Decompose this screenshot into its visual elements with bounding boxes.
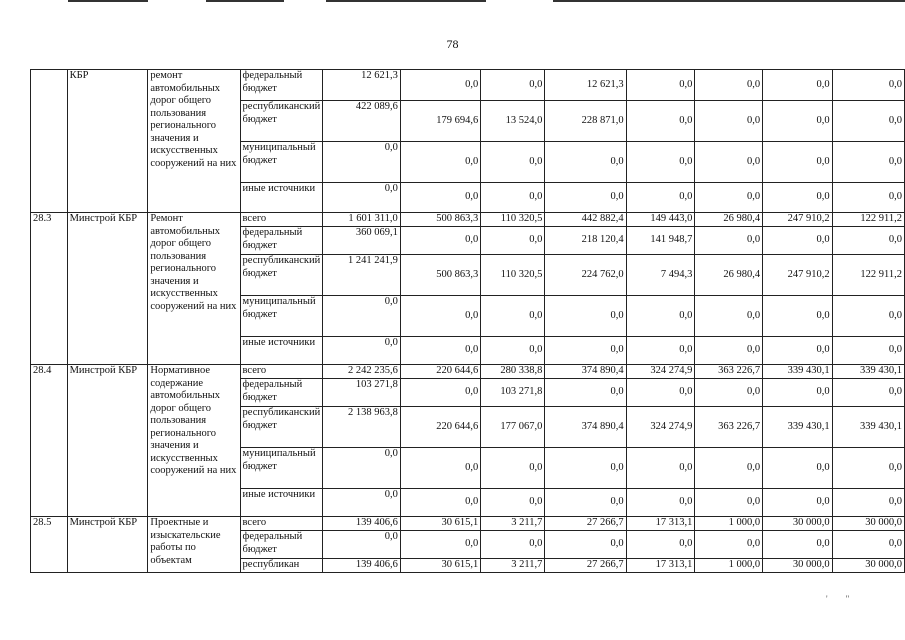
year-amount-cell: 228 871,0 <box>545 101 626 142</box>
year-amount-cell: 0,0 <box>545 296 626 337</box>
item-number-cell: 28.3 <box>31 213 68 365</box>
organization-cell: КБР <box>67 70 148 213</box>
year-amount-cell: 0,0 <box>763 379 833 407</box>
year-amount-cell: 0,0 <box>481 142 545 183</box>
year-amount-cell: 0,0 <box>400 183 480 213</box>
total-amount-cell: 0,0 <box>323 296 401 337</box>
year-amount-cell: 27 266,7 <box>545 559 626 573</box>
funding-source-cell: всего <box>240 517 323 531</box>
year-amount-cell: 0,0 <box>832 448 904 489</box>
year-amount-cell: 30 000,0 <box>832 559 904 573</box>
year-amount-cell: 218 120,4 <box>545 227 626 255</box>
organization-cell: Минстрой КБР <box>67 213 148 365</box>
funding-source-cell: республиканский бюджет <box>240 407 323 448</box>
year-amount-cell: 0,0 <box>400 448 480 489</box>
year-amount-cell: 247 910,2 <box>763 213 833 227</box>
year-amount-cell: 280 338,8 <box>481 365 545 379</box>
year-amount-cell: 0,0 <box>400 227 480 255</box>
year-amount-cell: 30 000,0 <box>763 517 833 531</box>
year-amount-cell: 0,0 <box>763 337 833 365</box>
funding-source-cell: иные источники <box>240 183 323 213</box>
year-amount-cell: 339 430,1 <box>832 365 904 379</box>
year-amount-cell: 26 980,4 <box>695 213 763 227</box>
scan-marks: ' " <box>826 594 850 604</box>
year-amount-cell: 500 863,3 <box>400 255 480 296</box>
year-amount-cell: 0,0 <box>763 227 833 255</box>
year-amount-cell: 0,0 <box>763 296 833 337</box>
year-amount-cell: 0,0 <box>832 337 904 365</box>
year-amount-cell: 26 980,4 <box>695 255 763 296</box>
year-amount-cell: 0,0 <box>400 531 480 559</box>
year-amount-cell: 30 615,1 <box>400 517 480 531</box>
organization-cell: Минстрой КБР <box>67 517 148 573</box>
year-amount-cell: 0,0 <box>545 379 626 407</box>
year-amount-cell: 0,0 <box>626 296 695 337</box>
year-amount-cell: 0,0 <box>545 183 626 213</box>
table-row <box>31 213 905 227</box>
scan-edge-line <box>68 0 148 2</box>
year-amount-cell: 0,0 <box>695 183 763 213</box>
year-amount-cell: 0,0 <box>832 296 904 337</box>
total-amount-cell: 0,0 <box>323 337 401 365</box>
table-row <box>31 70 905 101</box>
year-amount-cell: 13 524,0 <box>481 101 545 142</box>
year-amount-cell: 0,0 <box>695 531 763 559</box>
year-amount-cell: 0,0 <box>695 227 763 255</box>
year-amount-cell: 363 226,7 <box>695 365 763 379</box>
year-amount-cell: 30 000,0 <box>832 517 904 531</box>
funding-source-cell: федеральный бюджет <box>240 70 323 101</box>
table-row <box>31 517 905 531</box>
funding-source-cell: республикан <box>240 559 323 573</box>
scan-edge-line <box>206 0 284 2</box>
measure-name-cell: Ремонт автомобильных дорог общего пользования регионального значения и искусственных сооружений на них <box>148 213 240 365</box>
year-amount-cell: 0,0 <box>832 142 904 183</box>
total-amount-cell: 1 601 311,0 <box>323 213 401 227</box>
year-amount-cell: 442 882,4 <box>545 213 626 227</box>
year-amount-cell: 0,0 <box>832 379 904 407</box>
year-amount-cell: 220 644,6 <box>400 365 480 379</box>
funding-source-cell: всего <box>240 213 323 227</box>
year-amount-cell: 103 271,8 <box>481 379 545 407</box>
funding-source-cell: всего <box>240 365 323 379</box>
year-amount-cell: 0,0 <box>545 531 626 559</box>
year-amount-cell: 0,0 <box>481 337 545 365</box>
year-amount-cell: 0,0 <box>626 489 695 517</box>
total-amount-cell: 0,0 <box>323 448 401 489</box>
year-amount-cell: 141 948,7 <box>626 227 695 255</box>
year-amount-cell: 0,0 <box>763 142 833 183</box>
measure-name-cell: Нормативное содержание автомобильных дорог общего пользования регионального значения и искусственных сооружений на них <box>148 365 240 517</box>
total-amount-cell: 139 406,6 <box>323 517 401 531</box>
total-amount-cell: 1 241 241,9 <box>323 255 401 296</box>
year-amount-cell: 0,0 <box>695 142 763 183</box>
year-amount-cell: 27 266,7 <box>545 517 626 531</box>
year-amount-cell: 0,0 <box>763 448 833 489</box>
year-amount-cell: 0,0 <box>481 531 545 559</box>
year-amount-cell: 324 274,9 <box>626 407 695 448</box>
year-amount-cell: 0,0 <box>626 379 695 407</box>
funding-source-cell: иные источники <box>240 489 323 517</box>
year-amount-cell: 110 320,5 <box>481 213 545 227</box>
year-amount-cell: 0,0 <box>400 379 480 407</box>
year-amount-cell: 0,0 <box>545 337 626 365</box>
total-amount-cell: 2 242 235,6 <box>323 365 401 379</box>
total-amount-cell: 0,0 <box>323 489 401 517</box>
budget-table <box>30 69 905 573</box>
year-amount-cell: 0,0 <box>695 337 763 365</box>
year-amount-cell: 0,0 <box>832 101 904 142</box>
year-amount-cell: 247 910,2 <box>763 255 833 296</box>
year-amount-cell: 0,0 <box>400 296 480 337</box>
year-amount-cell: 0,0 <box>545 448 626 489</box>
item-number-cell <box>31 70 68 213</box>
year-amount-cell: 30 000,0 <box>763 559 833 573</box>
year-amount-cell: 0,0 <box>545 142 626 183</box>
total-amount-cell: 12 621,3 <box>323 70 401 101</box>
year-amount-cell: 0,0 <box>626 142 695 183</box>
year-amount-cell: 0,0 <box>481 296 545 337</box>
year-amount-cell: 17 313,1 <box>626 559 695 573</box>
year-amount-cell: 177 067,0 <box>481 407 545 448</box>
year-amount-cell: 0,0 <box>481 183 545 213</box>
year-amount-cell: 179 694,6 <box>400 101 480 142</box>
measure-name-cell: Проектные и изыскательские работы по объектам <box>148 517 240 573</box>
total-amount-cell: 0,0 <box>323 142 401 183</box>
year-amount-cell: 0,0 <box>832 227 904 255</box>
total-amount-cell: 2 138 963,8 <box>323 407 401 448</box>
year-amount-cell: 0,0 <box>481 227 545 255</box>
year-amount-cell: 0,0 <box>545 489 626 517</box>
year-amount-cell: 374 890,4 <box>545 365 626 379</box>
year-amount-cell: 500 863,3 <box>400 213 480 227</box>
year-amount-cell: 0,0 <box>626 101 695 142</box>
year-amount-cell: 0,0 <box>832 183 904 213</box>
year-amount-cell: 339 430,1 <box>763 407 833 448</box>
page-number: 78 <box>446 37 459 51</box>
year-amount-cell: 0,0 <box>481 489 545 517</box>
item-number-cell: 28.5 <box>31 517 68 573</box>
year-amount-cell: 149 443,0 <box>626 213 695 227</box>
year-amount-cell: 363 226,7 <box>695 407 763 448</box>
year-amount-cell: 339 430,1 <box>832 407 904 448</box>
year-amount-cell: 122 911,2 <box>832 213 904 227</box>
year-amount-cell: 0,0 <box>695 101 763 142</box>
year-amount-cell: 0,0 <box>626 183 695 213</box>
item-number-cell: 28.4 <box>31 365 68 517</box>
year-amount-cell: 0,0 <box>400 337 480 365</box>
scan-edge-line <box>326 0 486 2</box>
year-amount-cell: 0,0 <box>832 489 904 517</box>
year-amount-cell: 0,0 <box>695 379 763 407</box>
year-amount-cell: 0,0 <box>763 101 833 142</box>
measure-name-cell: ремонт автомобильных дорог общего пользования регионального значения и искусственных сооружений на них <box>148 70 240 213</box>
year-amount-cell: 3 211,7 <box>481 559 545 573</box>
total-amount-cell: 139 406,6 <box>323 559 401 573</box>
funding-source-cell: федеральный бюджет <box>240 379 323 407</box>
year-amount-cell: 0,0 <box>626 448 695 489</box>
year-amount-cell: 324 274,9 <box>626 365 695 379</box>
year-amount-cell: 0,0 <box>400 142 480 183</box>
year-amount-cell: 0,0 <box>695 70 763 101</box>
year-amount-cell: 17 313,1 <box>626 517 695 531</box>
funding-source-cell: республиканский бюджет <box>240 255 323 296</box>
year-amount-cell: 0,0 <box>695 448 763 489</box>
total-amount-cell: 103 271,8 <box>323 379 401 407</box>
year-amount-cell: 30 615,1 <box>400 559 480 573</box>
funding-source-cell: муниципальный бюджет <box>240 142 323 183</box>
funding-source-cell: муниципальный бюджет <box>240 296 323 337</box>
year-amount-cell: 0,0 <box>832 70 904 101</box>
year-amount-cell: 0,0 <box>481 70 545 101</box>
total-amount-cell: 0,0 <box>323 183 401 213</box>
year-amount-cell: 0,0 <box>763 183 833 213</box>
funding-source-cell: федеральный бюджет <box>240 227 323 255</box>
funding-source-cell: иные источники <box>240 337 323 365</box>
year-amount-cell: 0,0 <box>400 70 480 101</box>
organization-cell: Минстрой КБР <box>67 365 148 517</box>
year-amount-cell: 0,0 <box>626 70 695 101</box>
year-amount-cell: 7 494,3 <box>626 255 695 296</box>
year-amount-cell: 0,0 <box>763 489 833 517</box>
year-amount-cell: 374 890,4 <box>545 407 626 448</box>
year-amount-cell: 220 644,6 <box>400 407 480 448</box>
year-amount-cell: 0,0 <box>481 448 545 489</box>
year-amount-cell: 0,0 <box>763 70 833 101</box>
funding-source-cell: муниципальный бюджет <box>240 448 323 489</box>
year-amount-cell: 0,0 <box>626 531 695 559</box>
year-amount-cell: 0,0 <box>695 489 763 517</box>
year-amount-cell: 3 211,7 <box>481 517 545 531</box>
funding-source-cell: республиканский бюджет <box>240 101 323 142</box>
year-amount-cell: 1 000,0 <box>695 517 763 531</box>
total-amount-cell: 360 069,1 <box>323 227 401 255</box>
year-amount-cell: 0,0 <box>763 531 833 559</box>
funding-source-cell: федеральный бюджет <box>240 531 323 559</box>
table-row <box>31 365 905 379</box>
total-amount-cell: 422 089,6 <box>323 101 401 142</box>
scan-edge-line <box>553 0 905 2</box>
year-amount-cell: 0,0 <box>832 531 904 559</box>
year-amount-cell: 122 911,2 <box>832 255 904 296</box>
year-amount-cell: 110 320,5 <box>481 255 545 296</box>
year-amount-cell: 1 000,0 <box>695 559 763 573</box>
year-amount-cell: 0,0 <box>695 296 763 337</box>
year-amount-cell: 0,0 <box>400 489 480 517</box>
year-amount-cell: 12 621,3 <box>545 70 626 101</box>
total-amount-cell: 0,0 <box>323 531 401 559</box>
year-amount-cell: 0,0 <box>626 337 695 365</box>
year-amount-cell: 224 762,0 <box>545 255 626 296</box>
year-amount-cell: 339 430,1 <box>763 365 833 379</box>
